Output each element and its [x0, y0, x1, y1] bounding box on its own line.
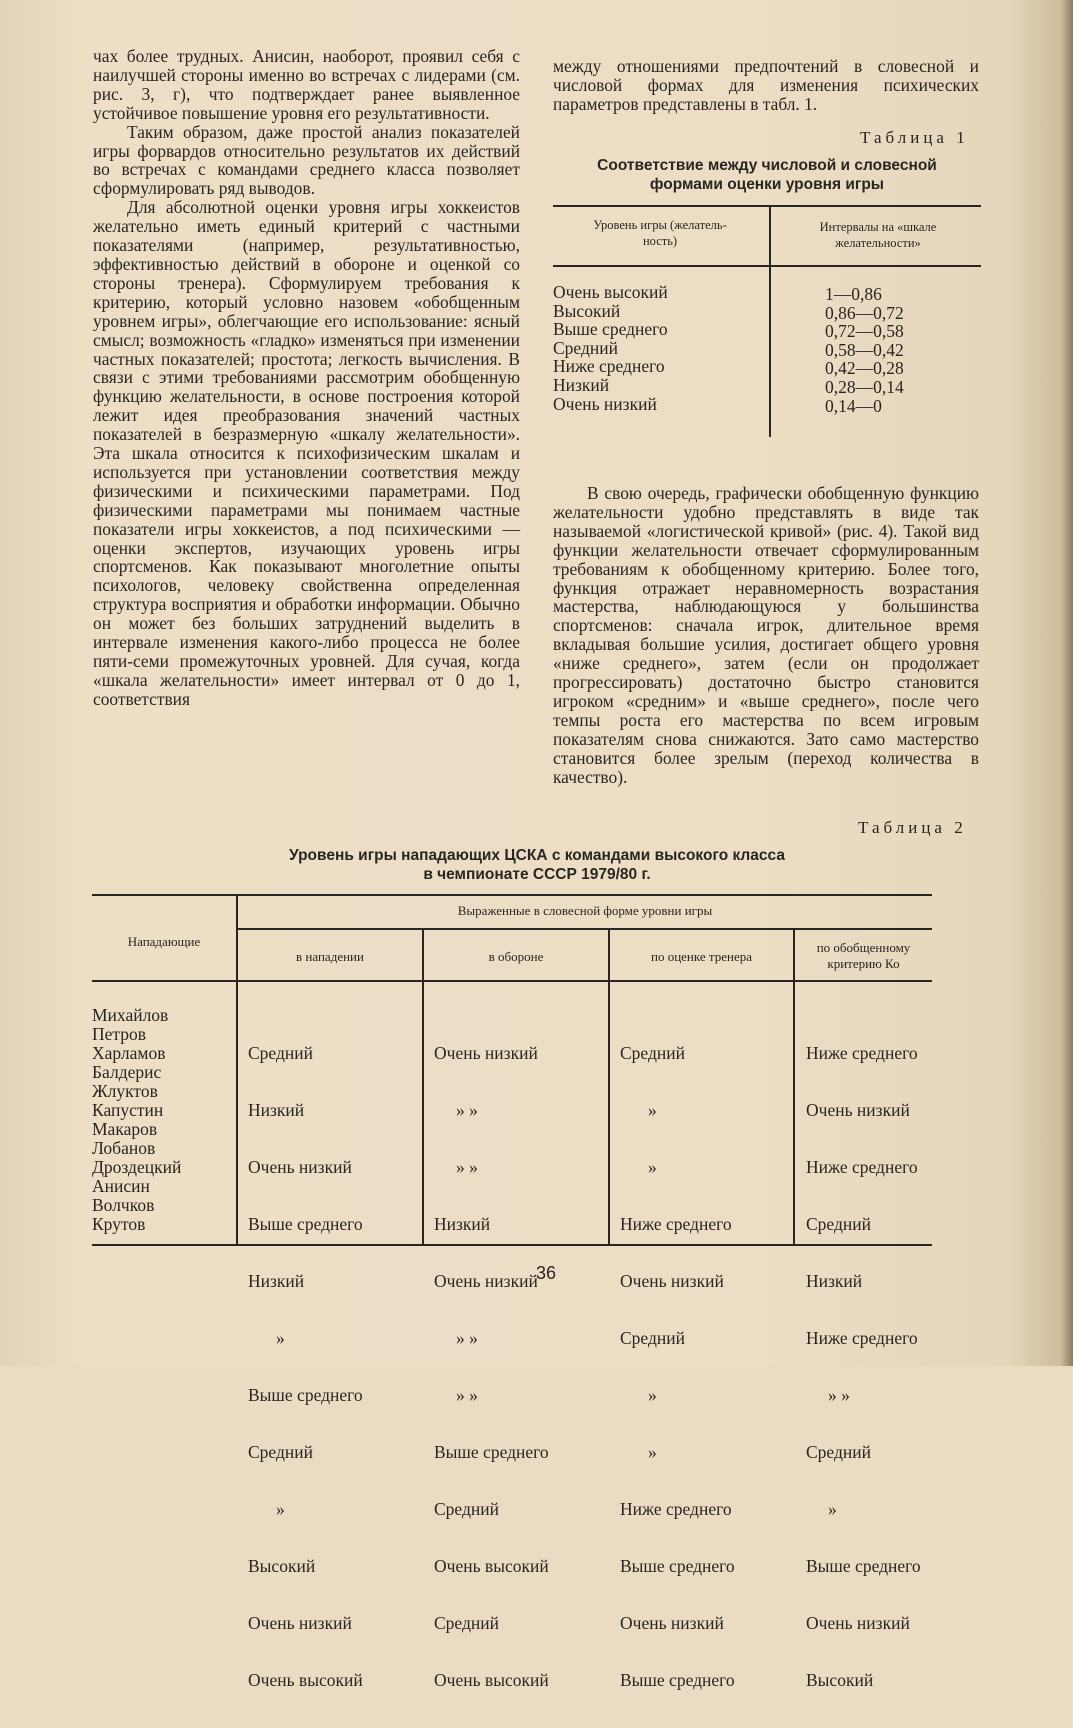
- defense-level: » »: [456, 1100, 478, 1120]
- table1-levels: [553, 283, 668, 413]
- table1-header-level: Уровень игры (желатель- ность): [593, 218, 727, 248]
- table2-players: [92, 1006, 181, 1234]
- table1-caption: [553, 156, 981, 194]
- coach-level: Ниже среднего: [620, 1499, 732, 1519]
- right-bottom-text: [553, 484, 979, 787]
- table-rule: [236, 928, 932, 930]
- general-level: »: [828, 1499, 837, 1519]
- defense-level: Очень низкий: [434, 1271, 538, 1291]
- table2-defense: [434, 1006, 549, 1728]
- table1-caption-line: формами оценки уровня игры: [649, 176, 885, 193]
- table2-header-coach: по оценке тренера: [650, 949, 752, 964]
- defense-level: » »: [456, 1385, 478, 1405]
- table-rule: [769, 205, 771, 437]
- general-level: Выше среднего: [806, 1556, 921, 1576]
- general-level: Средний: [806, 1214, 871, 1234]
- general-level: Высокий: [806, 1670, 874, 1690]
- table-rule: [422, 928, 424, 1244]
- attack-level: Выше среднего: [248, 1385, 363, 1405]
- defense-level: Выше среднего: [434, 1442, 549, 1462]
- attack-level: »: [276, 1328, 285, 1348]
- table2-header-attack: в нападении: [296, 949, 364, 964]
- defense-level: Средний: [434, 1613, 499, 1633]
- player-name: Макаров: [92, 1119, 158, 1139]
- coach-level: Выше среднего: [620, 1556, 735, 1576]
- table1-interval: 0,14—0: [825, 395, 882, 416]
- table1-level: Очень высокий: [553, 282, 668, 302]
- general-level: Ниже среднего: [806, 1328, 918, 1348]
- table-rule: [236, 894, 238, 1244]
- attack-level: »: [276, 1499, 285, 1519]
- attack-level: Средний: [248, 1043, 313, 1063]
- coach-level: »: [648, 1100, 657, 1120]
- table1-caption-line: Соответствие между числовой и словесной: [597, 157, 937, 174]
- general-level: Ниже среднего: [806, 1157, 918, 1177]
- table2-header-players: Нападающие: [127, 934, 201, 949]
- general-level: Очень низкий: [806, 1613, 910, 1633]
- coach-level: Выше среднего: [620, 1670, 735, 1690]
- table2-header-general: по обобщенному критерию Ко: [816, 940, 911, 971]
- coach-level: Средний: [620, 1328, 685, 1348]
- attack-level: Высокий: [248, 1556, 316, 1576]
- table1: [553, 205, 981, 437]
- attack-level: Очень низкий: [248, 1613, 352, 1633]
- table1-interval: 0,28—0,14: [825, 376, 904, 397]
- player-name: Капустин: [92, 1100, 164, 1120]
- player-name: Волчков: [92, 1195, 155, 1215]
- right-top-text: [553, 57, 979, 114]
- attack-level: Низкий: [248, 1271, 305, 1291]
- coach-level: »: [648, 1385, 657, 1405]
- player-name: Анисин: [92, 1176, 150, 1196]
- table1-level: Средний: [553, 337, 618, 358]
- paragraph: Таким образом, даже простой анализ показателей игры форвардов относительно результатов их действий во встречах с командами среднего класса позволяет сформулировать ряд выводов.: [93, 121, 520, 199]
- coach-level: »: [648, 1157, 657, 1177]
- paragraph: чах более трудных. Анисин, наоборот, проявил себя с наилучшей стороны именно во встречах с лидерами (см. рис. 3, г), что подтверждает ранее выявленное устойчивое повышение уровня его результативности.: [93, 46, 520, 123]
- table1-interval: 0,58—0,42: [825, 339, 904, 360]
- coach-level: Очень низкий: [620, 1271, 724, 1291]
- coach-level: Ниже среднего: [620, 1214, 732, 1234]
- player-name: Петров: [92, 1024, 147, 1044]
- table1-header-interval: Интервалы на «шкале желательности»: [819, 220, 937, 250]
- defense-level: Очень низкий: [434, 1043, 538, 1063]
- table-rule: [92, 894, 932, 896]
- table-rule: [553, 265, 981, 267]
- page-number: 36: [536, 1263, 557, 1283]
- table2-header-defense: в обороне: [488, 949, 544, 964]
- table2-caption-line: Уровень игры нападающих ЦСКА с командами высокого класса: [289, 847, 785, 864]
- table2-header-group: Выраженные в словесной форме уровни игры: [457, 903, 713, 918]
- coach-level: »: [648, 1442, 657, 1462]
- table-rule: [92, 980, 932, 982]
- table2-coach: [620, 1006, 735, 1728]
- table1-interval: 0,86—0,72: [825, 302, 904, 323]
- defense-level: Очень высокий: [434, 1556, 549, 1576]
- general-level: Средний: [806, 1442, 871, 1462]
- paragraph: Для абсолютной оценки уровня игры хоккеистов желательно иметь единый критерий с частными показателями (например, результативностью, эффективностью действий в обороне и оценкой со стороны тренера). Сформулируем требования к критерию, который условно назовем «обобщенным уровнем игры», облегчающие его использование: ясный смысл; возможность «гладко» изменяться при изменении частных показателей; простота; легкость вычисления. В связи с этими требованиями рассмотрим обобщенную функцию желательности, в основе построения которой лежит идея преобразования значений частных показателей в безразмерную «шкалу желательности». Эта шкала относится к психофизическим шкалам и используется при установлении соответствия между физическими и психическими параметрами. Под физическими параметрами мы понимаем частные показатели игры хоккеистов, а под психическими — оценки экспертов, изучающих уровень игры спортсменов. Как показывают многолетние опыты психологов, человеку свойственна определенная структура восприятия и обработки информации. Обычно он может без больших затруднений выделить в интервале изменения какого-либо процесса не более пяти-семи промежуточных уровней. Для сучая, когда «шкала желательности» имеет интервал от 0 до 1, соответствия: [93, 197, 520, 709]
- table2-label: Таблица 2: [858, 818, 967, 837]
- attack-level: Очень низкий: [248, 1157, 352, 1177]
- table1-intervals: [825, 285, 904, 415]
- general-level: Очень низкий: [806, 1100, 910, 1120]
- paragraph: В свою очередь, графически обобщенную функцию желательности удобно представлять в виде так называемой «логистической кривой» (рис. 4). Такой вид функции желательности отвечает сформулированным требованиям к обобщенному критерию. Более того, функция отражает неравномерность возрастания мастерства, наблюдающуюся у большинства спортсменов: сначала игрок, длительное время вкладывая большие усилия, достигает общего уровня «ниже среднего», затем (если он продолжает прогрессировать) достаточно быстро становится игроком «средним» и «выше среднего», после чего темпы роста его мастерства по всем игровым показателям снова снижаются. Зато само мастерство становится более зрелым (переход количества в качество).: [553, 483, 979, 787]
- attack-level: Выше среднего: [248, 1214, 363, 1234]
- table1-level: Высокий: [553, 300, 621, 321]
- general-level: » »: [828, 1385, 850, 1405]
- table1-interval: 1—0,86: [825, 284, 882, 304]
- attack-level: Средний: [248, 1442, 313, 1462]
- table1-label: Таблица 1: [860, 128, 969, 147]
- player-name: Балдерис: [92, 1062, 162, 1082]
- coach-level: Средний: [620, 1043, 685, 1063]
- table-rule: [793, 928, 795, 1244]
- attack-level: Низкий: [248, 1100, 305, 1120]
- player-name: Лобанов: [92, 1138, 156, 1158]
- player-name: Жлуктов: [92, 1081, 158, 1101]
- player-name: Михайлов: [92, 1005, 169, 1025]
- defense-level: Очень высокий: [434, 1670, 549, 1690]
- table2-general: [806, 1006, 921, 1728]
- left-text-column: [93, 47, 520, 709]
- book-spine: [1059, 0, 1073, 1366]
- general-level: Низкий: [806, 1271, 863, 1291]
- table2-attack: [248, 1006, 363, 1728]
- defense-level: » »: [456, 1328, 478, 1348]
- player-name: Крутов: [92, 1214, 146, 1234]
- table1-level: Ниже среднего: [553, 356, 665, 377]
- table1-level: Выше среднего: [553, 319, 668, 340]
- table1-interval: 0,42—0,28: [825, 358, 904, 379]
- defense-level: Средний: [434, 1499, 499, 1519]
- player-name: Харламов: [92, 1043, 166, 1063]
- attack-level: Очень высокий: [248, 1670, 363, 1690]
- table1-level: Низкий: [553, 374, 610, 395]
- table-rule: [553, 205, 981, 207]
- defense-level: Низкий: [434, 1214, 491, 1234]
- table2-caption-line: в чемпионате СССР 1979/80 г.: [423, 866, 651, 883]
- general-level: Ниже среднего: [806, 1043, 918, 1063]
- coach-level: Очень низкий: [620, 1613, 724, 1633]
- defense-level: » »: [456, 1157, 478, 1177]
- table-rule: [608, 928, 610, 1244]
- table1-level: Очень низкий: [553, 393, 657, 414]
- player-name: Дроздецкий: [92, 1157, 182, 1177]
- table2-caption: [92, 846, 982, 884]
- table1-interval: 0,72—0,58: [825, 321, 904, 342]
- paragraph: между отношениями предпочтений в словесной и числовой формах для изменения психических параметров представлены в табл. 1.: [553, 56, 979, 114]
